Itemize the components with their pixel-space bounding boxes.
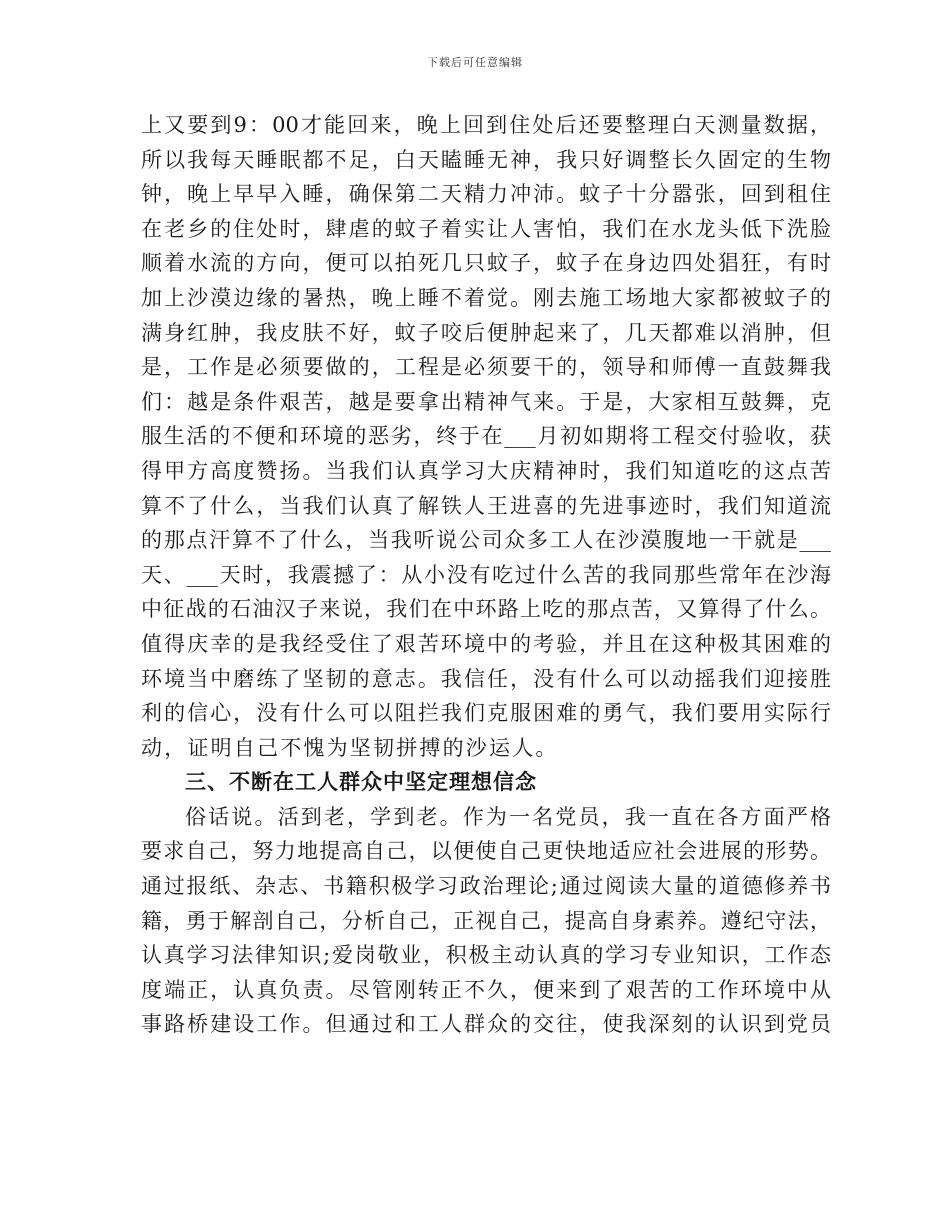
section-heading-text: 三、不断在工人群众中坚定理想信念: [185, 769, 537, 795]
text-line: 的那点汗算不了什么，当我听说公司众多工人在沙漠腹地一干就是___: [141, 528, 831, 553]
text-line: 值得庆幸的是我经受住了艰苦环境中的考验，并且在这种极其困难的: [141, 631, 831, 656]
document-body: [141, 108, 831, 1042]
text-line: 环境当中磨练了坚韧的意志。我信任，没有什么可以动摇我们迎接胜: [141, 666, 831, 691]
section-heading: [141, 765, 831, 800]
text-line: 顺着水流的方向，便可以拍死几只蚊子，蚊子在身边四处猖狂，有时: [141, 251, 831, 276]
text-line: 所以我每天睡眠都不足，白天瞌睡无神，我只好调整长久固定的生物: [141, 147, 831, 172]
text-line: 上又要到9：00才能回来，晚上回到住处后还要整理白天测量数据，: [141, 113, 831, 137]
text-line: 钟，晚上早早入睡，确保第二天精力冲沛。蚊子十分嚣张，回到租住: [141, 182, 831, 207]
text-line: 认真学习法律知识;爱岗敬业，积极主动认真的学习专业知识，工作态: [141, 943, 831, 968]
text-line: 加上沙漠边缘的暑热，晚上睡不着觉。刚去施工场地大家都被蚊子的: [141, 285, 831, 310]
text-line: 天、___天时，我震撼了：从小没有吃过什么苦的我同那些常年在沙海: [141, 562, 831, 587]
text-line: 服生活的不便和环境的恶劣，终于在___月初如期将工程交付验收，获: [141, 424, 831, 449]
text-line-first: 俗话说。活到老，学到老。作为一名党员，我一直在各方面严格: [185, 804, 831, 829]
text-line: 事路桥建设工作。但通过和工人群众的交往，使我深刻的认识到党员: [141, 1012, 831, 1037]
text-line: 是，工作是必须要做的，工程是必须要干的，领导和师傅一直鼓舞我: [141, 355, 831, 380]
text-line: 们：越是条件艰苦，越是要拿出精神气来。于是，大家相互鼓舞，克: [141, 389, 831, 414]
text-line: 满身红肿，我皮肤不好，蚊子咬后便肿起来了，几天都难以消肿，但: [141, 320, 831, 345]
text-line: 得甲方高度赞扬。当我们认真学习大庆精神时，我们知道吃的这点苦: [141, 458, 831, 483]
text-line: 籍，勇于解剖自己，分析自己，正视自己，提高自身素养。遵纪守法，: [141, 908, 831, 933]
text-line: 度端正，认真负责。尽管刚转正不久，便来到了艰苦的工作环境中从: [141, 977, 831, 1002]
text-line: 算不了什么，当我们认真了解铁人王进喜的先进事迹时，我们知道流: [141, 493, 831, 518]
text-line: 通过报纸、杂志、书籍积极学习政治理论;通过阅读大量的道德修养书: [141, 874, 831, 899]
text-line: 中征战的石油汉子来说，我们在中环路上吃的那点苦，又算得了什么。: [141, 597, 831, 622]
text-line: 在老乡的住处时，肆虐的蚊子着实让人害怕，我们在水龙头低下洗脸: [141, 216, 831, 241]
text-line: 利的信心，没有什么可以阻拦我们克服困难的勇气，我们要用实际行: [141, 701, 831, 726]
text-line: 要求自己，努力地提高自己，以便使自己更快地适应社会进展的形势。: [141, 839, 831, 864]
text-line-last: 动，证明自己不愧为坚韧拼搏的沙运人。: [141, 735, 559, 760]
page-header: 下载后可任意编辑: [427, 56, 523, 69]
